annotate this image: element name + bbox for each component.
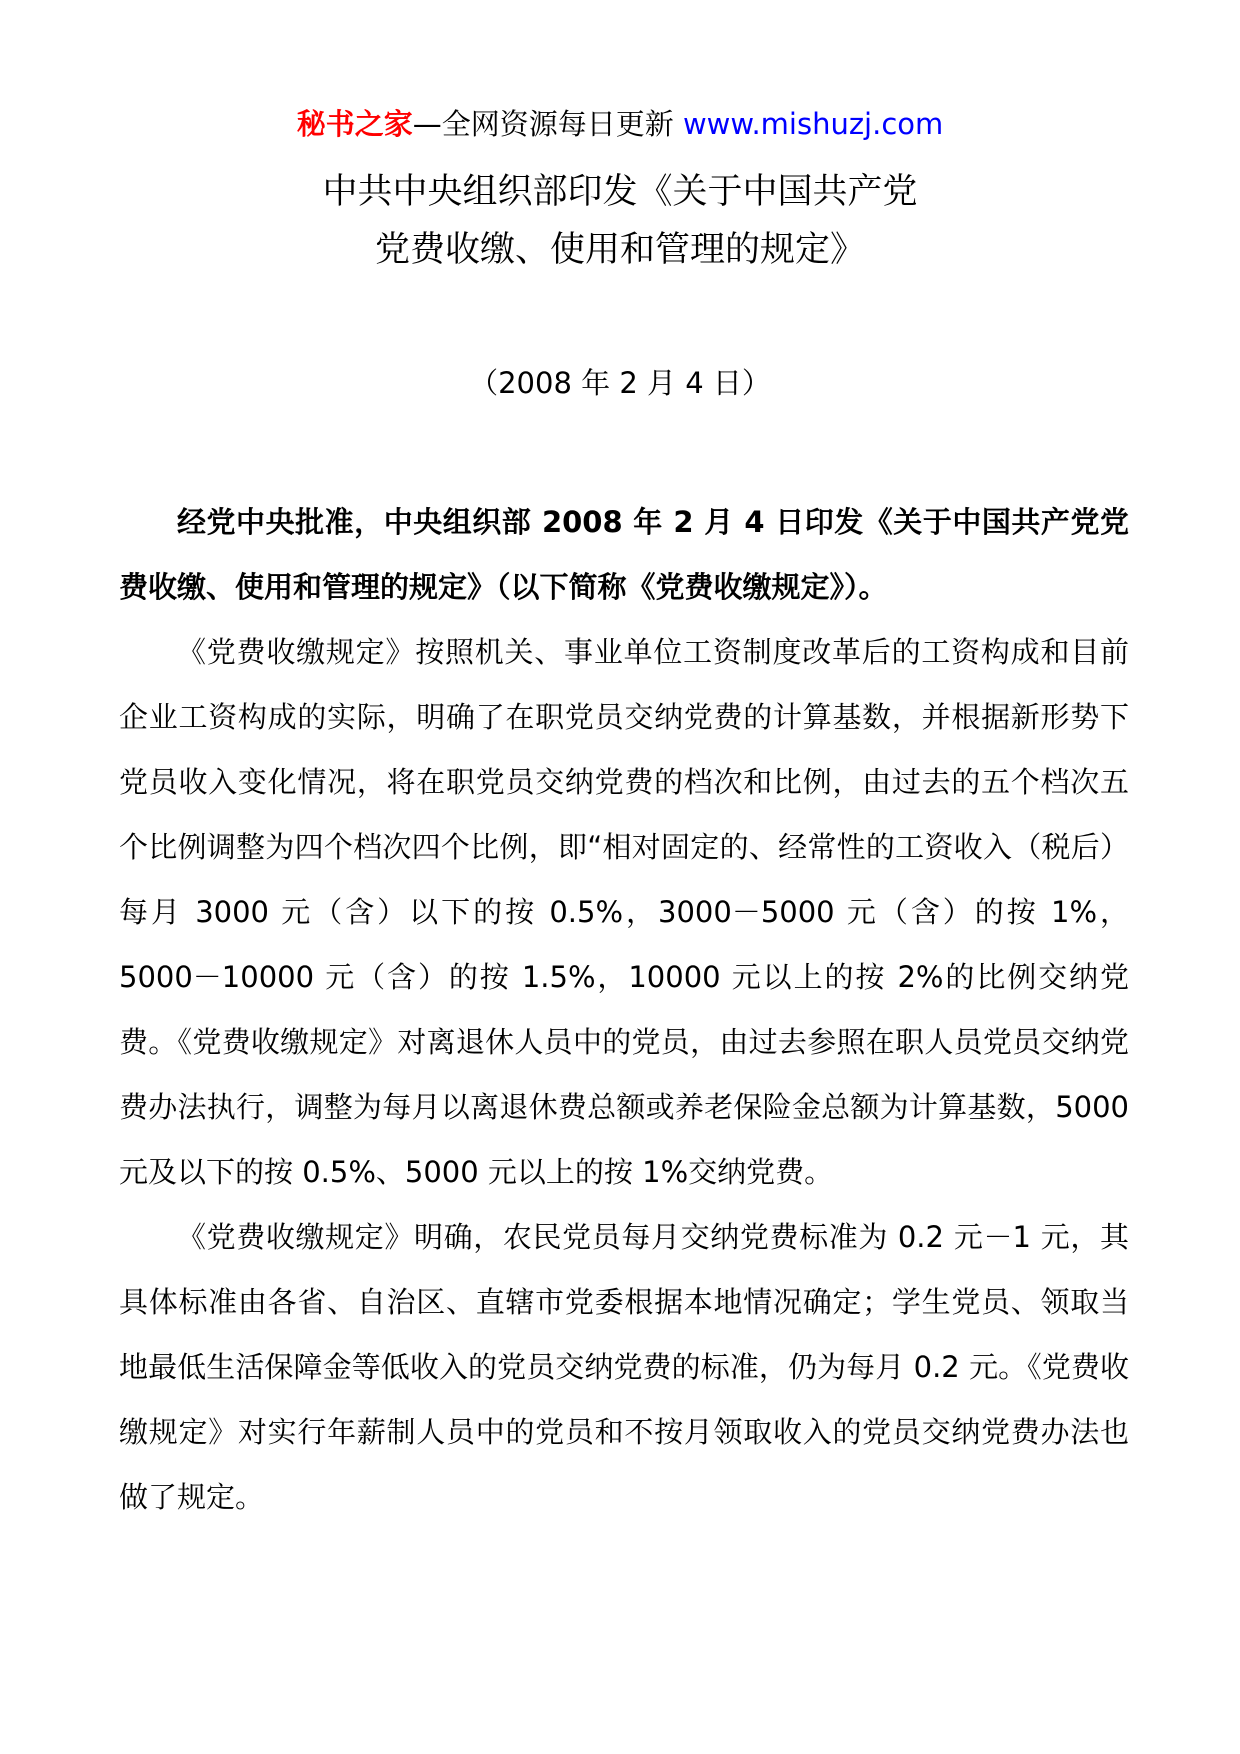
document-body (119, 490, 1129, 1530)
site-url-link[interactable]: www.mishuzj.com (682, 107, 944, 141)
title-line-2: 党费收缴、使用和管理的规定》 (374, 230, 865, 270)
lead-paragraph: 经党中央批准，中央组织部 2008 年 2 月 4 日印发《关于中国共产党党费收缴、使用和管理的规定》（以下简称《党费收缴规定》）。 (119, 505, 1129, 604)
body-paragraph: 《党费收缴规定》明确，农民党员每月交纳党费标准为 0.2 元－1 元，其具体标准由各省、自治区、直辖市党委根据本地情况确定；学生党员、领取当地最低生活保障金等低收入的党员交纳党费的标准，仍为每月 0.2 元。《党费收缴规定》对实行年薪制人员中的党员和不按月领取收入的党员交纳党费办法也做了规定。 (119, 1220, 1129, 1514)
body-paragraph: 《党费收缴规定》按照机关、事业单位工资制度改革后的工资构成和目前企业工资构成的实际，明确了在职党员交纳党费的计算基数，并根据新形势下党员收入变化情况，将在职党员交纳党费的档次和比例，由过去的五个档次五个比例调整为四个档次四个比例，即“相对固定的、经常性的工资收入（税后）每月 3000 元（含）以下的按 0.5%，3000－5000 元（含）的按 1%，5000－10000 元（含）的按 1.5%，10000 元以上的按 2%的比例交纳党费。《党费收缴规定》对离退休人员中的党员，由过去参照在职人员党员交纳党费办法执行，调整为每月以离退休费总额或养老保险金总额为计算基数，5000 元及以下的按 0.5%、5000 元以上的按 1%交纳党费。 (119, 635, 1129, 1189)
document-title (0, 163, 1240, 279)
site-tagline: —全网资源每日更新 (412, 107, 683, 141)
site-brand: 秘书之家 (296, 107, 413, 141)
title-line-1: 中共中央组织部印发《关于中国共产党 (322, 172, 918, 212)
document-date: （2008 年 2 月 4 日） (469, 366, 771, 400)
site-header (0, 104, 1240, 144)
